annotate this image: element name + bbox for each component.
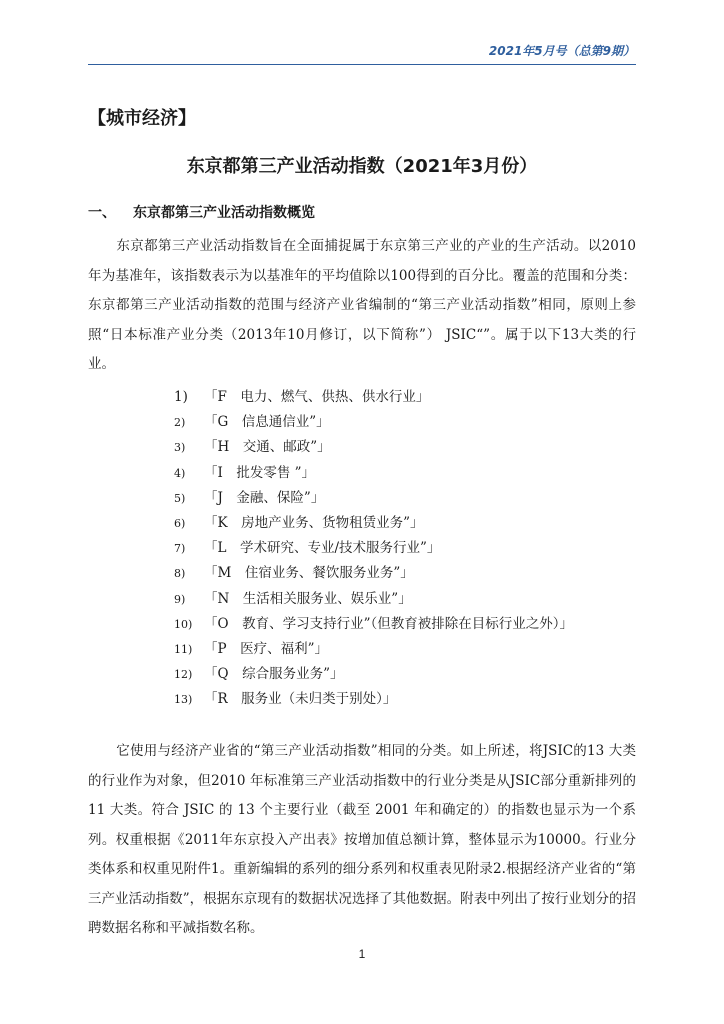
list-item: [174, 587, 573, 612]
list-item: [174, 461, 573, 486]
list-item-text: 「R 服务业（未归类于别处）」: [204, 691, 397, 708]
list-item-text: 「F 电力、燃气、供热、供水行业」: [204, 389, 430, 405]
intro-paragraph-text: 东京都第三产业活动指数旨在全面捕捉属于东京第三产业的产业的生产活动。以2010年为基准年，该指数表示为以基准年的平均值除以100得到的百分比。覆盖的范围和分类： 东京都第三产业活动指数的范围与经济产业省编制的“第三产业活动指数”相同，原则上参照“日本标准产业分类（2013年10月修订，以下简称”） JSIC“”。属于以下13大类的行业。: [88, 238, 636, 372]
intro-paragraph: [88, 232, 636, 380]
list-item-text: 「L 学术研究、专业/技术服务行业”」: [204, 540, 441, 557]
section-heading: [88, 202, 315, 222]
list-item-number: 2): [174, 416, 186, 430]
list-item-number: 11): [174, 642, 193, 656]
list-item: [174, 612, 573, 637]
classification-paragraph-text: 它使用与经济产业省的“第三产业活动指数”相同的分类。如上所述，将JSIC的13 大类的行业作为对象，但2010 年标准第三产业活动指数中的行业分类是从JSIC部分重新排列的11 大类。符合 JSIC 的 13 个主要行业（截至 2001 年和确定的）的指数也显示为一个系列。权重根据《2011年东京投入产出表》按增加值总额计算，整体显示为10000。行业分类体系和权重见附件1。重新编辑的系列的细分系列和权重表见附录2.根据经济产业省的“第三产业活动指数”，根据东京现有的数据状况选择了其他数据。附表中列出了按行业划分的招聘数据名称和平减指数名称。: [88, 743, 636, 936]
list-item-text: 「N 生活相关服务业、娱乐业”」: [204, 590, 412, 607]
list-item-text: 「J 金融、保险”」: [204, 489, 325, 506]
issue-label: 2021年5月号（总第9期）: [488, 44, 635, 58]
list-item-text: 「H 交通、邮政”」: [204, 439, 331, 456]
classification-paragraph: [88, 737, 636, 944]
list-item-number: 6): [174, 516, 186, 530]
industry-list: [174, 385, 573, 712]
list-item: [174, 561, 573, 586]
list-item-text: 「G 信息通信业”」: [204, 414, 330, 431]
section-number: 一、: [88, 205, 116, 221]
list-item-number: 1): [174, 389, 188, 405]
list-item-number: 9): [174, 592, 186, 606]
list-item-number: 8): [174, 567, 186, 581]
list-item-text: 「P 医疗、福利”」: [204, 640, 328, 657]
category-label: 【城市经济】: [88, 108, 196, 129]
list-item-number: 5): [174, 491, 186, 505]
list-item: [174, 511, 573, 536]
list-item-text: 「M 住宿业务、餐饮服务业务”」: [204, 565, 414, 582]
list-item-text: 「O 教育、学习支持行业”（但教育被排除在目标行业之外）」: [204, 615, 573, 632]
section-heading-text: 东京都第三产业活动指数概览: [133, 205, 315, 221]
list-item-number: 3): [174, 441, 186, 455]
list-item: [174, 385, 573, 410]
list-item: [174, 637, 573, 662]
list-item-number: 7): [174, 542, 186, 556]
list-item-text: 「I 批发零售 ”」: [204, 464, 316, 481]
list-item-number: 13): [174, 693, 193, 707]
list-item-text: 「Q 综合服务业务”」: [204, 666, 344, 683]
list-item: [174, 435, 573, 460]
list-item: [174, 410, 573, 435]
header-rule: [88, 64, 636, 65]
list-item-number: 10): [174, 617, 193, 631]
page-title: 东京都第三产业活动指数（2021年3月份）: [186, 156, 538, 177]
list-item-text: 「K 房地产业务、货物租赁业务”」: [204, 514, 424, 531]
list-item-number: 12): [174, 668, 193, 682]
list-item: [174, 687, 573, 712]
list-item-number: 4): [174, 466, 186, 480]
list-item: [174, 486, 573, 511]
list-item: [174, 536, 573, 561]
page-number: 1: [358, 947, 366, 961]
list-item: [174, 662, 573, 687]
